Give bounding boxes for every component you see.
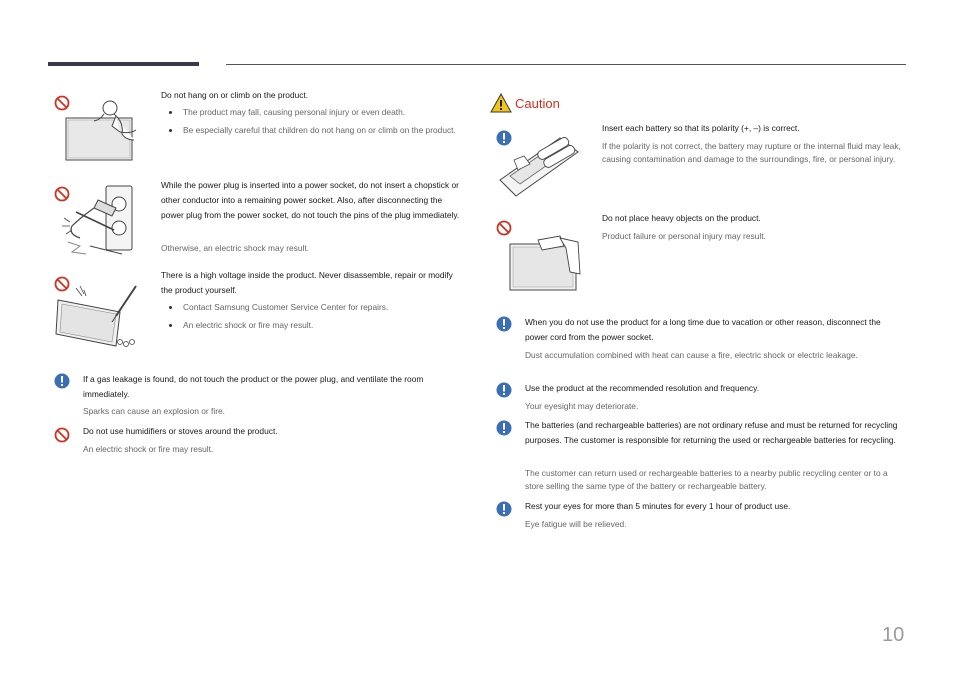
prohibited-icon bbox=[54, 427, 70, 443]
batteries-recycle-text: The batteries (and rechargeable batteries) are not ordinary refuse and must be returned for recycling purposes. The customer is responsible for returning the used or rechargeable batteries for recycling. bbox=[525, 420, 898, 445]
gas-leak-text: If a gas leakage is found, do not touch the product or the power plug, and ventilate the room immediately. bbox=[83, 374, 424, 399]
mandatory-icon bbox=[496, 316, 512, 332]
disassemble-illustration bbox=[54, 282, 140, 350]
humidifier-result: An electric shock or fire may result. bbox=[83, 444, 214, 454]
list-item: Contact Samsung Customer Service Center for repairs. bbox=[161, 301, 461, 314]
mandatory-icon bbox=[496, 501, 512, 517]
battery-polarity-text: Insert each battery so that its polarity (+, –) is correct. bbox=[602, 123, 800, 133]
voltage-bullet-list bbox=[161, 301, 461, 337]
list-item: Be especially careful that children do not hang on or climb on the product. bbox=[161, 124, 461, 137]
rest-eyes-text: Rest your eyes for more than 5 minutes for every 1 hour of product use. bbox=[525, 501, 791, 511]
humidifier-text: Do not use humidifiers or stoves around the product. bbox=[83, 426, 278, 436]
vacation-result: Dust accumulation combined with heat can cause a fire, electric shock or electric leakage. bbox=[525, 350, 858, 360]
plug-warning-text: While the power plug is inserted into a power socket, do not insert a chopstick or other conductor into a remaining power socket. Also, after disconnecting the power plug from the power socket, do not touch the pins of the plug immediately. bbox=[161, 180, 460, 220]
header-rule-thick bbox=[48, 62, 199, 66]
header-rule-thin bbox=[226, 64, 906, 65]
mandatory-icon bbox=[54, 373, 70, 389]
heavy-objects-result: Product failure or personal injury may result. bbox=[602, 231, 766, 241]
plug-warning-result: Otherwise, an electric shock may result. bbox=[161, 243, 310, 253]
mandatory-icon bbox=[496, 420, 512, 436]
rest-eyes-result: Eye fatigue will be relieved. bbox=[525, 519, 627, 529]
resolution-result: Your eyesight may deteriorate. bbox=[525, 401, 639, 411]
hang-bullet-list bbox=[161, 106, 461, 142]
heavy-object-illustration bbox=[508, 234, 584, 292]
resolution-text: Use the product at the recommended resolution and frequency. bbox=[525, 383, 760, 393]
page-number: 10 bbox=[882, 624, 905, 646]
power-plug-illustration bbox=[60, 182, 136, 258]
batteries-recycle-result: The customer can return used or rechargeable batteries to a nearby public recycling center or to a store selling the same type of the battery or rechargeable battery. bbox=[525, 468, 888, 491]
voltage-warning-text: There is a high voltage inside the product. Never disassemble, repair or modify the product yourself. bbox=[161, 270, 453, 295]
battery-polarity-result: If the polarity is not correct, the battery may rupture or the internal fluid may leak, causing contamination and damage to the surroundings, fire, or personal injury. bbox=[602, 141, 901, 164]
list-item: The product may fall, causing personal injury or even death. bbox=[161, 106, 461, 119]
remote-battery-illustration bbox=[496, 130, 582, 202]
mandatory-icon bbox=[496, 382, 512, 398]
warning-triangle-icon bbox=[490, 93, 512, 113]
child-hanging-illustration bbox=[64, 96, 146, 162]
caution-title: Caution bbox=[515, 96, 560, 111]
list-item: An electric shock or fire may result. bbox=[161, 319, 461, 332]
hang-warning-text: Do not hang on or climb on the product. bbox=[161, 90, 309, 100]
vacation-text: When you do not use the product for a long time due to vacation or other reason, disconnect the power cord from the power socket. bbox=[525, 317, 881, 342]
heavy-objects-text: Do not place heavy objects on the product. bbox=[602, 213, 761, 223]
gas-leak-result: Sparks can cause an explosion or fire. bbox=[83, 406, 225, 416]
